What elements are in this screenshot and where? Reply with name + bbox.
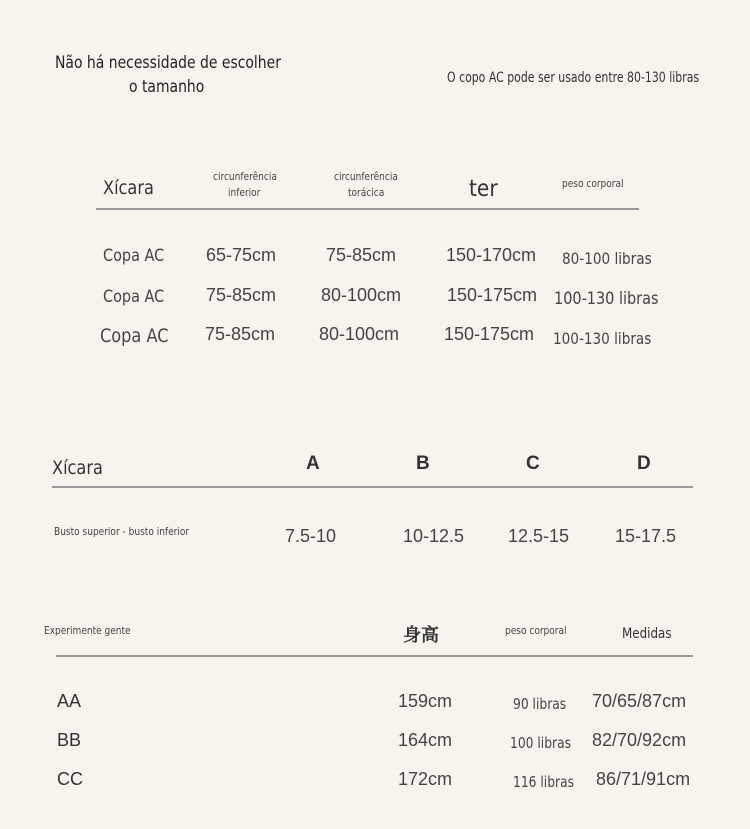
header-cup-b: B (416, 453, 430, 474)
cell-weight: 116 libras (513, 773, 575, 791)
header-weight: peso corporal (505, 624, 567, 637)
header-chest-line-1: circunferência (334, 170, 398, 183)
usage-note: O copo AC pode ser usado entre 80-130 libras (447, 70, 700, 86)
cell-chest: 80-100cm (321, 285, 402, 305)
cell-under: 75-85cm (206, 285, 277, 305)
header-divider (56, 655, 693, 657)
cell-value-d: 15-17.5 (615, 526, 677, 546)
header-cup: Xícara (52, 457, 103, 479)
cell-height: 172cm (398, 769, 453, 789)
header-cup-d: D (637, 453, 651, 474)
header-under-line-1: circunferência (213, 170, 277, 183)
header-chest-line-2: torácica (348, 186, 385, 199)
cell-cup: Copa AC (103, 246, 165, 266)
header-weight: peso corporal (562, 177, 624, 190)
header-under-line-2: inferior (228, 186, 261, 199)
cell-value-b: 10-12.5 (403, 526, 465, 546)
cell-height: 150-175cm (444, 324, 535, 344)
cell-under: 75-85cm (205, 324, 276, 344)
header-cup-a: A (306, 453, 320, 474)
cell-size: AA (57, 691, 82, 711)
cell-height: 150-170cm (446, 245, 537, 265)
cell-measures: 86/71/91cm (596, 769, 691, 789)
cell-cup: Copa AC (103, 287, 165, 307)
header-height: ter (469, 176, 498, 202)
cell-weight: 80-100 libras (562, 249, 652, 268)
header-cup: Xícara (103, 177, 154, 199)
cell-value-a: 7.5-10 (285, 526, 337, 546)
cell-measures: 82/70/92cm (592, 730, 687, 750)
cell-chest: 75-85cm (326, 245, 397, 265)
cell-size: BB (57, 730, 82, 750)
header-measures: Medidas (622, 626, 672, 642)
cell-weight: 100 libras (510, 734, 572, 752)
header-height: 身高 (403, 625, 439, 645)
header-model-label: Experimente gente (44, 624, 131, 637)
cell-height: 164cm (398, 730, 453, 750)
cell-weight: 100-130 libras (553, 329, 652, 348)
cell-under: 65-75cm (206, 245, 277, 265)
page-title-line-1: Não há necessidade de escolher (55, 53, 281, 73)
page-title-line-2: o tamanho (129, 77, 205, 97)
header-cup-c: C (526, 453, 540, 474)
cell-chest: 80-100cm (319, 324, 400, 344)
cell-height: 159cm (398, 691, 453, 711)
cell-measures: 70/65/87cm (592, 691, 687, 711)
row-label: Busto superior - busto inferior (54, 525, 190, 538)
cell-cup: Copa AC (100, 325, 169, 347)
cell-height: 150-175cm (447, 285, 538, 305)
cell-value-c: 12.5-15 (508, 526, 570, 546)
cell-weight: 100-130 libras (554, 289, 659, 309)
header-divider (96, 208, 639, 210)
header-divider (52, 486, 693, 488)
cell-weight: 90 libras (513, 695, 567, 713)
cell-size: CC (57, 769, 83, 789)
